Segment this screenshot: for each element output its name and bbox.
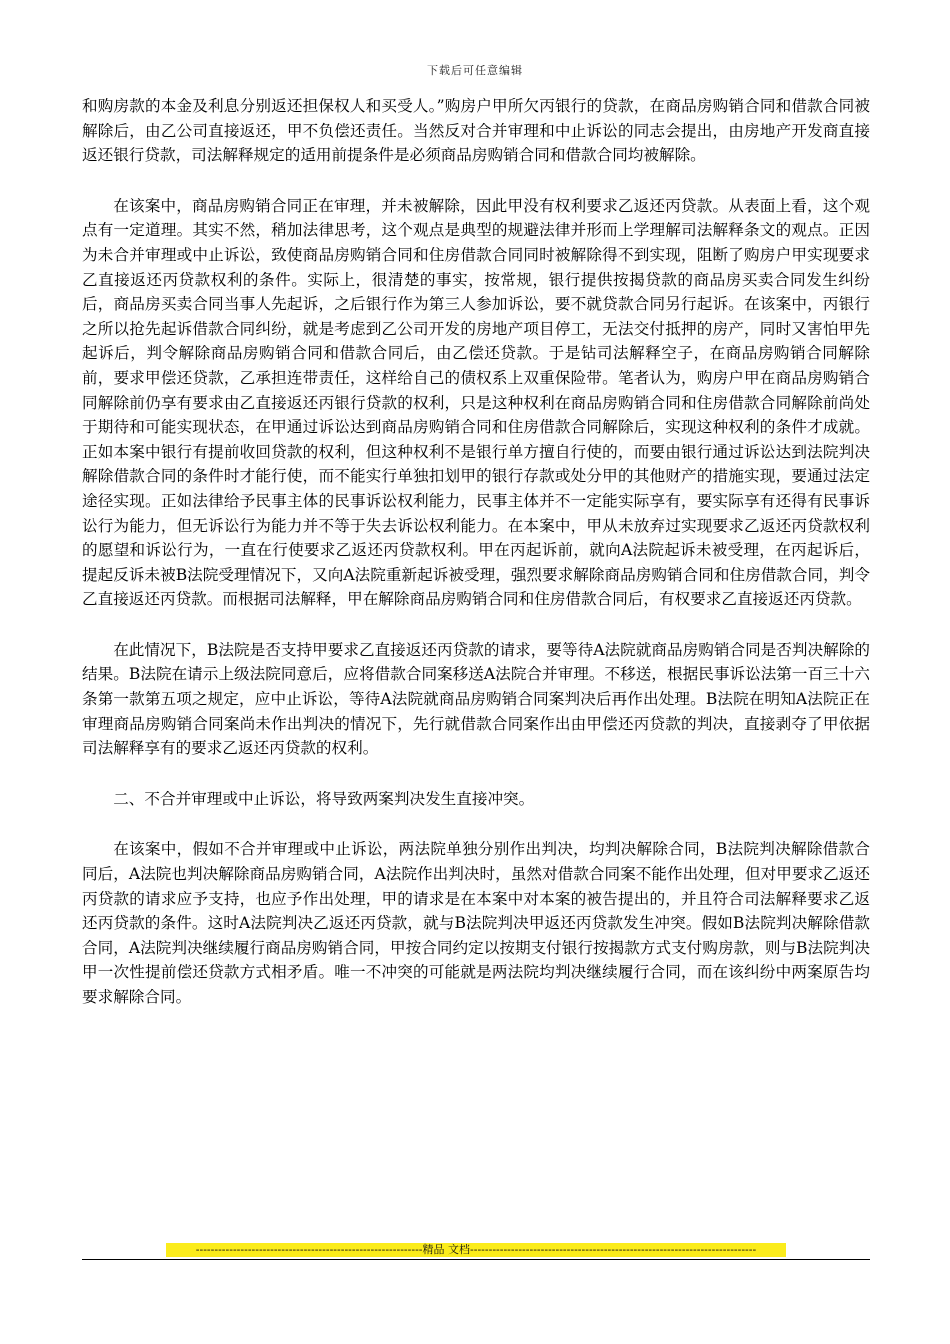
footer-label: 精品 文档 xyxy=(422,1243,471,1256)
paragraph-4: 二、不合并审理或中止诉讼，将导致两案判决发生直接冲突。 xyxy=(113,789,535,808)
page-footer xyxy=(82,1243,870,1260)
paragraph-3: 在此情况下，B法院是否支持甲要求乙直接返还丙贷款的请求，要等待A法院就商品房购销合同是否判决解除的结果。B法院在请示上级法院同意后，应将借款合同案移送A法院合并审理。不移送，根据民事诉讼法第一百三十六条第一款第五项之规定，应中止诉讼，等待A法院就商品房购销合同案判决后再作出处理。B法院在明知A法院正在审理商品房购销合同案尚未作出判决的情况下，先行就借款合同案作出由甲偿还丙贷款的判决，直接剥夺了甲依据司法解释享有的要求乙返还丙贷款的权利。 xyxy=(82,640,870,758)
paragraph-5: 在该案中，假如不合并审理或中止诉讼，两法院单独分别作出判决，均判决解除合同，B法院判决解除借款合同后，A法院也判决解除商品房购销合同，A法院作出判决时，虽然对借款合同案不能作出处理，但对甲要求乙返还丙贷款的请求应予支持，也应予作出处理，甲的请求是在本案中对本案的被告提出的，并且符合司法解释要求乙返还丙贷款的条件。这时A法院判决乙返还丙贷款，就与B法院判决甲返还丙贷款发生冲突。假如B法院判决解除借款合同，A法院判决继续履行商品房购销合同，甲按合同约定以按期支付银行按揭款方式支付购房款，则与B法院判决甲一次性提前偿还贷款方式相矛盾。唯一不冲突的可能就是两法院均判决继续履行合同，而在该纠纷中两案原告均要求解除合同。 xyxy=(82,840,870,1006)
footer-band xyxy=(166,1243,786,1257)
page-header xyxy=(0,64,950,78)
footer-right-dashes: ----------------------------------------------------------------------------- xyxy=(470,1243,757,1256)
header-text: 下载后可任意编辑 xyxy=(427,64,523,77)
footer-rule xyxy=(82,1259,870,1260)
paragraph-1: 和购房款的本金及利息分别返还担保权人和买受人。”购房户甲所欠丙银行的贷款，在商品房购销合同和借款合同被解除后，由乙公司直接返还，甲不负偿还责任。当然反对合并审理和中止诉讼的同志会提出，由房地产开发商直接返还银行贷款，司法解释规定的适用前提条件是必须商品房购销合同和借款合同均被解除。 xyxy=(82,97,870,165)
document-body xyxy=(82,94,870,1036)
paragraph-2: 在该案中，商品房购销合同正在审理，并未被解除，因此甲没有权利要求乙返还丙贷款。从表面上看，这个观点有一定道理。其实不然，稍加法律思考，这个观点是典型的规避法律并形而上学理解司法解释条文的观点。正因为未合并审理或中止诉讼，致使商品房购销合同和住房借款合同同时被解除得不到实现，阻断了购房户甲实现要求乙直接返还丙贷款权利的条件。实际上，很清楚的事实，按常规，银行提供按揭贷款的商品房买卖合同发生纠纷后，商品房买卖合同当事人先起诉，之后银行作为第三人参加诉讼，要不就贷款合同另行起诉。在该案中，丙银行之所以抢先起诉借款合同纠纷，就是考虑到乙公司开发的房地产项目停工，无法交付抵押的房产，同时又害怕甲先起诉后，判令解除商品房购销合同和借款合同后，由乙偿还贷款。于是钻司法解释空子，在商品房购销合同解除前，要求甲偿还贷款，乙承担连带责任，这样给自己的债权系上双重保险带。笔者认为，购房户甲在商品房购销合同解除前仍享有要求由乙直接返还丙银行贷款的权利，只是这种权利在商品房购销合同和住房借款合同解除前尚处于期待和可能实现状态，在甲通过诉讼达到商品房购销合同和住房借款合同解除后，实现这种权利的条件才成就。正如本案中银行有提前收回贷款的权利，但这种权利不是银行单方擅自行使的，而要由银行通过诉讼达到法院判决解除借款合同的条件时才能行使，而不能实行单独扣划甲的银行存款或处分甲的其他财产的措施实现，要通过法定途径实现。正如法律给予民事主体的民事诉讼权利能力，民事主体并不一定能实际享有，要实际享有还得有民事诉讼行为能力，但无诉讼行为能力并不等于失去诉讼权利能力。在本案中，甲从未放弃过实现要求乙返还丙贷款权利的愿望和诉讼行为，一直在行使要求乙返还丙贷款权利。甲在丙起诉前，就向A法院起诉未被受理，在丙起诉后，提起反诉未被B法院受理情况下，又向A法院重新起诉被受理，强烈要求解除商品房购销合同和住房借款合同，判令乙直接返还丙贷款。而根据司法解释，甲在解除商品房购销合同和住房借款合同后，有权要求乙直接返还丙贷款。 xyxy=(82,196,870,609)
footer-left-dashes: ------------------------------------------------------------- xyxy=(195,1243,423,1256)
